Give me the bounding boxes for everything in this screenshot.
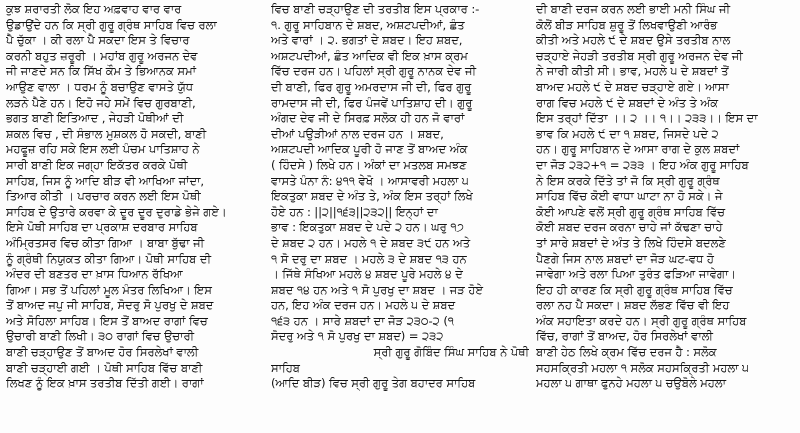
text-line: ਨੇ ਇਸ ਕਰਕੇ ਦਿੱਤੇ ਤਾਂ ਜੋ ਕਿ ਸ੍ਰੀ ਗੁਰੂ ਗ੍ਰੰਥ bbox=[536, 173, 720, 188]
text-line: ਰਾਮਦਾਸ ਜੀ ਦੀ, ਫਿਰ ਪੰਜਵੇਂ ਪਾਤਿਸ਼ਾਹ ਦੀ। ਗੁਰੂ bbox=[271, 95, 473, 110]
text-column-3 bbox=[536, 2, 794, 431]
text-line: ਇਸੇ ਪੋਥੀ ਸਾਹਿਬ ਦਾ ਪ੍ਰਕਾਸ਼ ਦਰਬਾਰ ਸਾਹਿਬ bbox=[6, 220, 198, 235]
text-line: ੧ ਸੋ ਦਰੁ ਦਾ ਸ਼ਬਦ । ਮਹਲੇ ੩ ਦੇ ਸ਼ਬਦ ੧੩ ਹਨ bbox=[271, 251, 467, 266]
text-line: ਕੁਝ ਸ਼ਰਾਰਤੀ ਲੋਕ ਇਹ ਅਫ਼ਵਾਹ ਵਾਰ ਵਾਰ bbox=[6, 2, 182, 16]
text-line: ਦਾ ਜੋੜ ੨੩੨+੧ = ੨੩੩ । ਇਹ ਅੰਕ ਗੁਰੂ ਸਾਹਿਬ bbox=[536, 157, 749, 172]
text-line: ਤਿਆਰ ਕੀਤੀ । ਪਰਚਾਰ ਕਰਨ ਲਈ ਇਸ ਪੋਥੀ bbox=[6, 189, 201, 204]
text-line: ਇਹ ਹੀ ਕਾਰਣ ਕਿ ਸ੍ਰੀ ਗੁਰੂ ਗ੍ਰੰਥ ਸਾਹਿਬ ਵਿੱਚ bbox=[536, 282, 733, 297]
text-line: । ਜਿੱਥੇ ਸੰਖਿਆ ਮਹਲੇ ੪ ਸ਼ਬਦ ਪੂਰੇ ਮਹਲੇ ੪ ਦੇ bbox=[271, 267, 463, 282]
text-line: ਅਤੇ ਵਾਰਾਂ । ੨. ਭਗਤਾਂ ਦੇ ਸ਼ਬਦ। ਇਹ ਸ਼ਬਦ, bbox=[271, 33, 463, 48]
text-line: ਸਾਹਿਬ ਦੇ ਉਤਾਰੇ ਕਰਵਾ ਕੇ ਦੂਰ ਦੂਰ ਦੁਰਾਡੇ ਭੇਜੇ ਗਏ। bbox=[6, 204, 227, 219]
text-column-1 bbox=[6, 2, 264, 431]
text-line: ਨੇ ਜਾਰੀ ਕੀਤੀ ਸੀ। ਭਾਵ, ਮਹਲੇ ੫ ਦੇ ਸ਼ਬਦਾਂ ਤੋਂ bbox=[536, 64, 729, 79]
text-line: ਸਾਹਿਬ bbox=[271, 360, 300, 375]
text-line: ਬਾਣੀ ਚੜ੍ਹਾਈ ਗਈ । ਪੋਥੀ ਸਾਹਿਬ ਵਿੱਚ ਬਾਣੀ bbox=[6, 360, 203, 375]
text-line: ਰਾਗ ਵਿਚ ਮਹਲੇ ੯ ਦੇ ਸ਼ਬਦਾਂ ਦੇ ਅੰਤ ਤੇ ਅੰਕ bbox=[536, 95, 719, 110]
text-line: ਵਿੱਚ ਦਰਜ ਹਨ। ਪਹਿਲਾਂ ਸ੍ਰੀ ਗੁਰੂ ਨਾਨਕ ਦੇਵ ਜੀ bbox=[271, 64, 477, 79]
text-line: ਸ਼ਕਲ ਵਿਚ , ਦੀ ਸੰਭਾਲ ਮੁਸ਼ਕਲ ਹੋ ਸਕਦੀ, ਬਾਣੀ bbox=[6, 126, 207, 141]
text-line: ਅੰਦਰ ਦੀ ਬਣਤਰ ਦਾ ਖ਼ਾਸ ਧਿਆਨ ਰੱਖਿਆ bbox=[6, 267, 183, 282]
text-line: ਵਿਚ ਬਾਣੀ ਚੜ੍ਹਾਉਣ ਦੀ ਤਰਤੀਬ ਇਸ ਪ੍ਰਕਾਰ :- bbox=[271, 2, 480, 16]
text-line: ਬਾਣੀ ਚੜ੍ਹਾਉਣ ਤੋਂ ਬਾਅਦ ਹੋਰ ਸਿਰਲੇਖਾਂ ਵਾਲੀ bbox=[6, 345, 199, 360]
text-line: ਸ਼ਬਦ ੧੪ ਹਨ ਅਤੇ ੧ ਸੋ ਪੁਰਖੁ ਦਾ ਸ਼ਬਦ । ਜੜ ਹੋਏ bbox=[271, 282, 483, 297]
text-line: ਰਲਾ ਨਹ ਪੈ ਸਕਦਾ। ਸ਼ਬਦ ਲੱਭਣ ਵਿੱਚ ਵੀ ਇਹ bbox=[536, 298, 730, 313]
text-column-2 bbox=[271, 2, 529, 431]
text-line: ਇਸ ਤਰ੍ਹਾਂ ਦਿੱਤਾ ।। ੨ ।। ੧।। ੨੩੩।। ਇਸ ਦਾ bbox=[536, 111, 758, 126]
text-line: ਕੋਈ ਸ਼ਬਦ ਦਰਜ ਕਰਨਾ ਚਾਹੇ ਜਾਂ ਕੱਢਣਾ ਚਾਹੇ bbox=[536, 220, 723, 235]
text-line: ਸਾਰੀ ਬਾਣੀ ਇਕ ਜਗ੍ਹਾ ਇਕੱਤਰ ਕਰਕੇ ਪੋਥੀ bbox=[6, 157, 188, 172]
text-line: ਸ੍ਰੀ ਗੁਰੂ ਗੋਬਿੰਦ ਸਿੰਘ ਸਾਹਿਬ ਨੇ ਪੋਥੀ bbox=[373, 345, 529, 360]
text-line: ਦੀ ਬਾਣੀ, ਫਿਰ ਗੁਰੂ ਅਮਰਦਾਸ ਜੀ ਦੀ, ਫਿਰ ਗੁਰੂ bbox=[271, 79, 472, 94]
text-line: ਪੈ ਚੁੱਕਾ । ਕੀ ਰਲਾ ਪੈ ਸਕਦਾ ਇਸ ਤੇ ਵਿਚਾਰ bbox=[6, 33, 190, 48]
text-line: ਪੈਣਗੇ ਜਿਸ ਨਾਲ ਸ਼ਬਦਾਂ ਦਾ ਜੋੜ ਘਟ-ਵਧ ਹੋ bbox=[536, 251, 714, 266]
text-line: ਇਕਤੁਕਾ ਸ਼ਬਦ ਦੇ ਅੰਤ ਤੇ, ਅੰਕ ਇਸ ਤਰ੍ਹਾਂ ਲਿਖੇ bbox=[271, 189, 473, 204]
text-line: ਵਿੱਚ, ਰਾਗਾਂ ਤੋਂ ਬਾਅਦ, ਹੋਰ ਸਿਰਲੇਖਾਂ ਵਾਲੀ bbox=[536, 329, 713, 344]
text-line: ਸਾਹਿਬ ਵਿੱਚ ਕੋਈ ਵਾਧਾ ਘਾਟਾ ਨਾ ਹੋ ਸਕੇ। ਜੇ bbox=[536, 189, 723, 204]
text-line: ਉਚਾਰੀ ਬਾਣੀ ਲਿਖੀ। ੩੦ ਰਾਗਾਂ ਵਿਚ ਉਚਾਰੀ bbox=[6, 329, 195, 344]
text-line: ਵਾਸਤੇ ਪੰਨਾ ਨੰ: ੪੧੧ ਵੇਖੋ । ਆਸਾਵਰੀ ਮਹਲਾ ੫ bbox=[271, 173, 469, 188]
text-line: ਕਰਨੀ ਬਹੁਤ ਜ਼ਰੂਰੀ । ਮਹਾਂਬ ਗੁਰੂ ਅਰਜਨ ਦੇਵ bbox=[6, 48, 198, 63]
text-line: ਕੋਈ ਆਪਣੇ ਵਲੋਂ ਸ੍ਰੀ ਗੁਰੂ ਗ੍ਰੰਥ ਸਾਹਿਬ ਵਿੱਚ bbox=[536, 204, 726, 219]
text-line: (ਆਦਿ ਬੀੜ) ਵਿਚ ਸ੍ਰੀ ਗੁਰੂ ਤੇਗ ਬਹਾਦਰ ਸਾਹਿਬ bbox=[271, 376, 476, 391]
text-line: ਸੋਦਰੁ ਅਤੇ ੧ ਸੋ ਪੁਰਖੁ ਦਾ ਸ਼ਬਦ) = ੨੩੨ bbox=[271, 329, 444, 344]
text-line: ਸਹਸਕ੍ਰਿਤੀ ਮਹਲਾ ੧ ਸਲੋਕ ਸਹਸਕ੍ਰਿਤੀ ਮਹਲਾ ੫ bbox=[536, 360, 749, 375]
text-line: ਭਾਵ ਕਿ ਮਹਲੇ ੯ ਦਾ ੧ ਸ਼ਬਦ, ਜਿਸਦੇ ਪਦੇ ੨ bbox=[536, 126, 719, 141]
text-line: ਅੰਮ੍ਰਿਤਸਰ ਵਿਚ ਕੀਤਾ ਗਿਆ । ਬਾਬਾ ਬੁੱਢਾ ਜੀ bbox=[6, 235, 205, 250]
text-line: ਅਸ਼ਟਪਦੀ ਆਦਿਕ ਪੂਰੀ ਹੋ ਜਾਣ ਤੋਂ ਬਾਅਦ ਅੰਕ bbox=[271, 142, 468, 157]
text-line: ਅੰਗਦ ਦੇਵ ਜੀ ਦੇ ਸਿਰਫ਼ ਸਲੋਕ ਹੀ ਹਨ ਜੋ ਵਾਰਾਂ bbox=[271, 111, 465, 126]
text-line: ੧੬੩ ਹਨ । ਸਾਰੇ ਸ਼ਬਦਾਂ ਦਾ ਜੋੜ ੨੩੦-੨ (੧ bbox=[271, 313, 454, 328]
text-line: ( ਹਿੰਦਸੇ ) ਲਿਖੇ ਹਨ। ਅੰਕਾਂ ਦਾ ਮਤਲਬ ਸਮਝਣ bbox=[271, 157, 467, 172]
text-line: ਨੂੰ ਗ੍ਰੰਥੀ ਨਿਯੁਕਤ ਕੀਤਾ ਗਿਆ। ਪੋਥੀ ਸਾਹਿਬ ਦੀ bbox=[6, 251, 211, 266]
text-line: ਚੜ੍ਹਾਏ ਜੇਹੜੀ ਤਰਤੀਬ ਸ੍ਰੀ ਗੁਰੂ ਅਰਜਨ ਦੇਵ ਜੀ bbox=[536, 48, 743, 63]
text-line: ਹਨ, ਇਹ ਅੰਕ ਦਰਜ ਹਨ। ਮਹਲੇ ੫ ਦੇ ਸ਼ਬਦ bbox=[271, 298, 456, 313]
text-line: ਭਾਵ : ਇਕਤੁਕਾ ਸ਼ਬਦ ਦੇ ਪਦੇ ੨ ਹਨ। ਘਰੁ ੧੭ bbox=[271, 220, 464, 235]
text-line: ਮਹਫੂਜ਼ ਰਹਿ ਸਕੇ ਇਸ ਲਈ ਪੰਚਮ ਪਾਤਿਸ਼ਾਹ ਨੇ bbox=[6, 142, 200, 157]
text-line: ਆਉਣ ਵਾਲਾ । ਧਰਮ ਨੂੰ ਬਚਾਉਣ ਵਾਸਤੇ ਯੁੱਧ bbox=[6, 79, 193, 94]
text-line: ਜੀ ਜਾਣਦੇ ਸਨ ਕਿ ਸਿੱਖ ਕੌਮ ਤੇ ਭਿਆਨਕ ਸਮਾਂ bbox=[6, 64, 196, 79]
text-line: ਕੋਲੋਂ ਬੀੜ ਸਾਹਿਬ ਸ਼ੁਰੂ ਤੋਂ ਲਿਖਵਾਉਣੀ ਆਰੰਭ bbox=[536, 17, 718, 32]
text-line: ਸਾਹਿਬ, ਜਿਸ ਨੂੰ ਆਦਿ ਬੀੜ ਵੀ ਆਖਿਆ ਜਾਂਦਾ, bbox=[6, 173, 204, 188]
text-line: ੧. ਗੁਰੂ ਸਾਹਿਬਾਨ ਦੇ ਸ਼ਬਦ, ਅਸ਼ਟਪਦੀਆਂ, ਛੰਤ bbox=[271, 17, 465, 32]
text-line: ਦੇ ਸ਼ਬਦ ੨ ਹਨ। ਮਹਲੇ ੧ ਦੇ ਸ਼ਬਦ ੩੯ ਹਨ ਅਤੇ bbox=[271, 235, 471, 250]
text-line: ਅਸ਼ਟਪਦੀਆਂ, ਛੰਤ ਆਦਿਕ ਵੀ ਇਕ ਖ਼ਾਸ ਕ੍ਰਮ bbox=[271, 48, 468, 63]
text-line: ਲਿਖਣ ਨੂੰ ਇਕ ਖ਼ਾਸ ਤਰਤੀਬ ਦਿੱਤੀ ਗਈ। ਰਾਗਾਂ bbox=[6, 376, 204, 391]
text-line: ਬਾਅਦ ਮਹਲੇ ੯ ਦੇ ਸ਼ਬਦ ਚੜ੍ਹਾਏ ਗਏ। ਆਸਾ bbox=[536, 79, 729, 94]
text-line: ਹੋਏ ਹਨ : ||੨||੧੬੩||੨੩੨|| ਇਨ੍ਹਾਂ ਦਾ bbox=[271, 204, 438, 219]
text-line: ਤੋਂ ਬਾਅਦ ਜਪੁ ਜੀ ਸਾਹਿਬ, ਸੋਦਰੁ ਸੋ ਪੁਰਖੁ ਦੇ ਸ਼ਬਦ bbox=[6, 298, 214, 313]
text-line: ਮਹਲਾ ੫ ਗਾਥਾ ਫੁਨਹੇ ਮਹਲਾ ੫ ਚਉਬੋਲੇ ਮਹਲਾ bbox=[536, 376, 726, 391]
text-line: ਅਤੇ ਸੋਹਿਲਾ ਸਾਹਿਬ। ਇਸ ਤੋਂ ਬਾਅਦ ਰਾਗਾਂ ਵਿਚ bbox=[6, 313, 208, 328]
text-line: ਗਿਆ। ਸਭ ਤੋਂ ਪਹਿਲਾਂ ਮੂਲ ਮੰਤਰ ਲਿਖਿਆ। ਇਸ bbox=[6, 282, 212, 297]
text-line: ਦੀ ਬਾਣੀ ਦਰਜ ਕਰਨ ਲਈ ਭਾਈ ਮਨੀ ਸਿੰਘ ਜੀ bbox=[536, 2, 730, 16]
text-line: ਜਾਵੇਗਾ ਅਤੇ ਰਲਾ ਪਿਆ ਤੁਰੰਤ ਫੜਿਆ ਜਾਵੇਗਾ। bbox=[536, 267, 736, 282]
text-line: ਤਾਂ ਸਾਰੇ ਸ਼ਬਦਾਂ ਦੇ ਅੰਤ ਤੇ ਲਿਖੇ ਹਿੰਦਸੇ ਬਦਲਣੇ bbox=[536, 235, 726, 250]
text-line: ਉਡਾਉਂਦੇ ਹਨ ਕਿ ਸ੍ਰੀ ਗੁਰੂ ਗ੍ਰੰਥ ਸਾਹਿਬ ਵਿਚ ਰਲਾ bbox=[6, 17, 217, 32]
text-line: ਦੀਆਂ ਪਉੜੀਆਂ ਨਾਲ ਦਰਜ ਹਨ । ਸ਼ਬਦ, bbox=[271, 126, 444, 141]
text-line: ਕੀਤੀ ਅਤੇ ਮਹਲੇ ੯ ਦੇ ਸ਼ਬਦ ਉਸੇ ਤਰਤੀਬ ਨਾਲ bbox=[536, 33, 731, 48]
text-line: ਭਗਤ ਬਾਣੀ ਇਤਿਆਦ , ਜੇਹੜੀ ਪੋਥੀਆਂ ਦੀ bbox=[6, 111, 184, 126]
text-line: ਲੜਨੇ ਪੈਣੇ ਹਨ। ਇਹੋ ਜਹੇ ਸਮੇਂ ਵਿਚ ਗੁਰਬਾਣੀ, bbox=[6, 95, 196, 110]
text-line: ਹਨ। ਗੁਰੂ ਸਾਹਿਬਾਨ ਦੇ ਆਸਾ ਰਾਗ ਦੇ ਕੁਲ ਸ਼ਬਦਾਂ bbox=[536, 142, 740, 157]
text-line: ਅੰਕ ਸਹਾਇਤਾ ਕਰਦੇ ਹਨ। ਸ੍ਰੀ ਗੁਰੂ ਗ੍ਰੰਥ ਸਾਹਿਬ bbox=[536, 313, 747, 328]
text-line: ਬਾਣੀ ਹੇਠ ਲਿਖੇ ਕ੍ਰਮ ਵਿੱਚ ਦਰਜ ਹੈ : ਸਲੋਕ bbox=[536, 345, 717, 360]
